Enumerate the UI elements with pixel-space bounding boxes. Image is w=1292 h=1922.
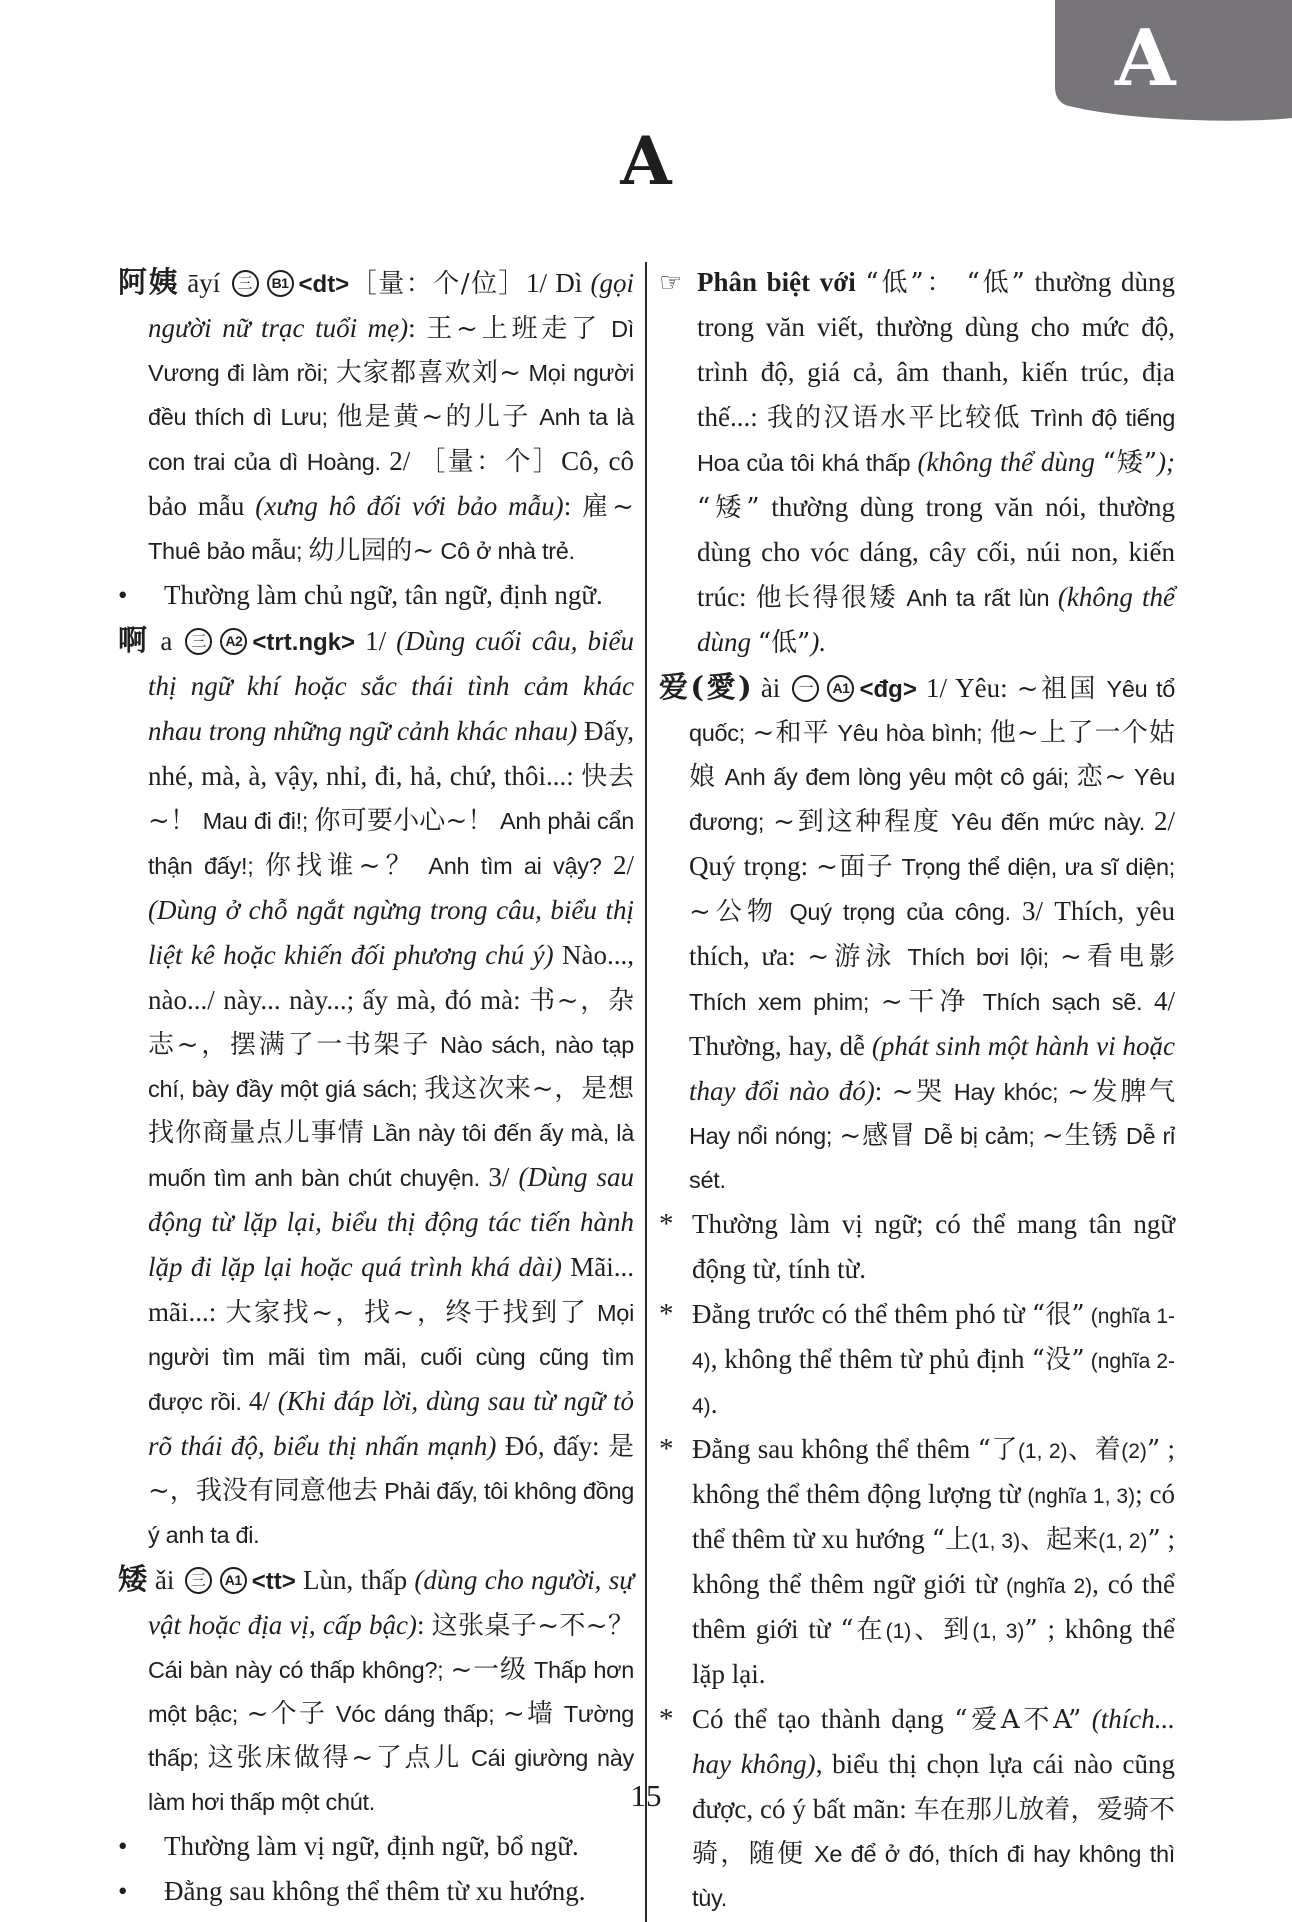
entry-text: Dễ bị cảm; bbox=[916, 1123, 1042, 1149]
entry-text: (dùng cho người, sự vật hoặc địa vị, cấp bậc) bbox=[148, 1565, 634, 1640]
entry-text: 他~上了一个姑娘 bbox=[689, 718, 1175, 792]
entry-text: ” bbox=[1024, 1615, 1038, 1645]
entry-text: Thường làm vị ngữ, định ngữ, bổ ngữ. bbox=[164, 1831, 579, 1861]
entry-text: Anh ta rất lùn bbox=[897, 585, 1058, 611]
entry-text: 3/ bbox=[488, 1162, 519, 1192]
entry-text: Thấp hơn một bậc; bbox=[148, 1657, 634, 1727]
entry-text: Đằng sau không thể thêm bbox=[692, 1434, 978, 1464]
entry-headword: 矮 bbox=[118, 1562, 148, 1596]
entry-text: ~游泳 bbox=[807, 942, 897, 972]
entry-text: ~面子 bbox=[816, 852, 894, 882]
part-of-speech-tag: <trt.ngk> bbox=[252, 629, 356, 656]
entry-text: 这张床做得~了点儿 bbox=[207, 1743, 463, 1773]
entry-text: (Dùng ở chỗ ngắt ngừng trong câu, biểu thị liệt kê hoặc khiến đối phương chú ý) bbox=[148, 895, 634, 970]
entry-text: 2/ Quý trọng: bbox=[689, 806, 1176, 881]
entry-text: Đằng trước có thể thêm phó từ bbox=[692, 1299, 1032, 1329]
grammar-note bbox=[118, 575, 634, 620]
entry-text: 4/ bbox=[248, 1386, 278, 1416]
level-circle-badge: B1 bbox=[267, 270, 294, 297]
pointing-hand-icon: ☞ bbox=[659, 268, 683, 298]
entry-text: Thích xem phim; bbox=[689, 989, 881, 1015]
entry-text: Mọi người tìm mãi tìm mãi, cuối cùng cũng tìm được rồi. bbox=[148, 1300, 634, 1415]
entry-text: Thích sạch sẽ. bbox=[971, 989, 1154, 1015]
page-number: 15 bbox=[630, 1778, 662, 1813]
entry-headword: 爱(愛) bbox=[659, 670, 752, 704]
entry-text: 王~上班走了 bbox=[426, 314, 602, 344]
entry-text: 3/ Thích, yêu thích, ưa: bbox=[689, 896, 1175, 971]
entry-text: ; không thể thêm động lượng từ bbox=[692, 1434, 1175, 1509]
entry-text: Nào sách, nào tạp chí, bày đầy một giá sách; bbox=[148, 1032, 634, 1102]
entry-text: Thường làm vị ngữ; có thể mang tân ngữ động từ, tính từ. bbox=[692, 1209, 1175, 1284]
bullet-marker: • bbox=[118, 1876, 128, 1906]
entry-text: 我的汉语水平比较低 bbox=[766, 403, 1022, 433]
entry-text: ǎi bbox=[147, 1565, 182, 1595]
entry-text: Đằng sau không thể thêm từ xu hướng. bbox=[164, 1876, 586, 1906]
entry-text: Đó, đấy: bbox=[496, 1431, 608, 1461]
entry-text: ~一级 bbox=[450, 1655, 527, 1685]
entry-text: thường dùng trong văn nói, thường dùng cho vóc dáng, cây cối, núi non, kiến trúc: bbox=[697, 492, 1175, 612]
entry-text: “在 bbox=[840, 1615, 886, 1645]
column-divider bbox=[645, 262, 647, 1922]
entry-text: ~公物 bbox=[689, 897, 779, 927]
entry-text: āyí bbox=[179, 268, 229, 298]
entry-text: 幼儿园的~ bbox=[308, 536, 435, 566]
entry-text: Quý trọng của công. bbox=[778, 899, 1023, 925]
entry-text: a bbox=[150, 626, 183, 656]
level-circle-badge: A1 bbox=[220, 1567, 247, 1594]
entry-text: ~哭 bbox=[891, 1077, 945, 1107]
corner-index-tab bbox=[1055, 0, 1292, 126]
entry-text: (không thể dùng bbox=[917, 447, 1103, 477]
entry-text: “了 bbox=[977, 1435, 1018, 1465]
entry-text: Phân biệt với bbox=[697, 267, 866, 297]
entry-text: (1, 3) bbox=[970, 1530, 1021, 1553]
entry-text: Trình độ tiếng Hoa của tôi khá thấp bbox=[697, 405, 1175, 476]
entry-text: Lần này tôi đến ấy mà, là muốn tìm anh bàn chút chuyện. bbox=[148, 1120, 634, 1191]
level-circle-badge: 一 bbox=[792, 675, 819, 702]
entry-text: “低”： “低” bbox=[865, 268, 1025, 298]
entry-text: Trọng thể diện, ưa sĩ diện; bbox=[893, 854, 1175, 880]
entry-text: thường dùng trong văn viết, thường dùng cho mức độ, trình độ, giá cả, âm thanh, kiến trúc, địa thế...: bbox=[697, 267, 1175, 432]
level-circle-badge: 三 bbox=[232, 270, 259, 297]
entry-text: Vóc dáng thấp; bbox=[327, 1701, 503, 1727]
entry-text: Anh ấy đem lòng yêu một cô gái; bbox=[716, 764, 1077, 790]
grammar-note bbox=[118, 1826, 634, 1871]
entry-text: Phải đấy, tôi không đồng ý anh ta đi. bbox=[148, 1478, 634, 1548]
entry-text: Có thể tạo thành dạng bbox=[692, 1704, 955, 1734]
entry-text: (không thể dùng bbox=[697, 582, 1175, 657]
entry-text: Đấy, nhé, mà, à, vậy, nhỉ, đi, hả, chứ, thôi...: bbox=[148, 716, 634, 791]
part-of-speech-tag: <dt> bbox=[298, 271, 350, 298]
entry-text: Anh tìm ai vậy? bbox=[416, 853, 613, 879]
entry-text: ; không thể lặp lại. bbox=[692, 1614, 1175, 1689]
entry-text: 4/ Thường, hay, dễ bbox=[689, 986, 1175, 1061]
entry-text: 大家都喜欢刘~ bbox=[335, 358, 522, 388]
dictionary-entry bbox=[118, 262, 634, 575]
dictionary-entry bbox=[118, 620, 634, 1559]
left-column bbox=[118, 262, 634, 1922]
entry-text: (1) bbox=[885, 1620, 912, 1643]
entry-text: 车在那儿放着，爱骑不骑，随便 bbox=[692, 1795, 1175, 1869]
entry-text: ~墙 bbox=[502, 1699, 556, 1729]
entry-text: (nghĩa 1-4) bbox=[692, 1305, 1176, 1373]
entry-text: Cái bàn này có thấp không?; bbox=[148, 1657, 451, 1683]
entry-text: ~发脾气 bbox=[1067, 1077, 1175, 1107]
entry-text: ài bbox=[751, 673, 790, 703]
entry-text: 雇~ bbox=[582, 492, 634, 522]
entry-text: (nghĩa 2) bbox=[1005, 1575, 1093, 1598]
entry-text: “上 bbox=[931, 1525, 971, 1555]
entry-text: Nào..., nào.../ này... này...; ấy mà, đó mà: bbox=[148, 940, 634, 1015]
entry-text: 书~，杂志~，摆满了一书架子 bbox=[148, 986, 634, 1060]
level-circle-badge: 三 bbox=[185, 628, 212, 655]
entry-text: ~干净 bbox=[880, 987, 972, 1017]
entry-text: “矮” bbox=[697, 493, 760, 523]
right-column bbox=[659, 262, 1175, 1922]
entry-text: ~个子 bbox=[246, 1699, 328, 1729]
columns bbox=[0, 262, 1175, 1922]
entry-text: 1/ bbox=[355, 626, 397, 656]
entry-text: 你可要小心~！ bbox=[314, 806, 494, 836]
entry-text: . bbox=[710, 1389, 718, 1419]
entry-text: ~生锈 bbox=[1041, 1121, 1119, 1151]
cross-reference-note bbox=[659, 262, 1175, 667]
entry-text: ［量：个/位］ bbox=[349, 269, 526, 299]
level-circle-badge: A1 bbox=[827, 675, 854, 702]
entry-text: Thích bơi lội; bbox=[896, 944, 1061, 970]
entry-text: ~到这种程度 bbox=[773, 807, 942, 837]
entry-text: (1, 2) bbox=[1017, 1440, 1068, 1463]
entry-text: Anh ta là con trai của dì Hoàng. bbox=[148, 404, 634, 475]
entry-text: , biểu thị chọn lựa cái nào cũng được, có ý bất mãn: bbox=[692, 1749, 1175, 1824]
entry-text: ); bbox=[1157, 447, 1175, 477]
entry-text: (thích... hay không) bbox=[692, 1704, 1175, 1779]
corner-tab-letter: A bbox=[1115, 13, 1176, 104]
entry-text: Dễ rỉ sét. bbox=[689, 1123, 1175, 1193]
entry-text: , không thể thêm từ phủ định bbox=[710, 1344, 1032, 1374]
entry-text: Dì Vương đi làm rồi; bbox=[148, 316, 634, 386]
entry-headword: 阿姨 bbox=[118, 265, 180, 299]
entry-text: 1/ Dì bbox=[525, 268, 591, 298]
entry-text: ~祖国 bbox=[1016, 674, 1098, 704]
entry-text: (xưng hô đối với bảo mẫu) bbox=[255, 491, 564, 521]
entry-text: 2/ bbox=[389, 446, 420, 476]
entry-text: Hay khóc; bbox=[944, 1079, 1068, 1105]
level-circle-badge: A2 bbox=[220, 628, 247, 655]
entry-text: 2/ bbox=[612, 850, 634, 880]
entry-text: Yêu hòa bình; bbox=[829, 720, 990, 746]
asterisk-marker: * bbox=[659, 1298, 674, 1330]
entry-text: 、到 bbox=[911, 1615, 973, 1645]
entry-text: ” bbox=[1146, 1435, 1161, 1465]
entry-text: Mau đi đi!; bbox=[196, 808, 315, 834]
entry-text: Yêu đương; bbox=[689, 764, 1175, 835]
grammar-note bbox=[659, 1429, 1175, 1699]
entry-text: 1/ Yêu: bbox=[916, 673, 1017, 703]
bullet-marker: • bbox=[118, 580, 128, 610]
entry-text: 快去~！ bbox=[148, 762, 634, 836]
entry-text: ” bbox=[1147, 1525, 1161, 1555]
entry-text: (phát sinh một hành vi hoặc thay đổi nào đó) bbox=[689, 1031, 1175, 1106]
entry-text: Xe để ở đó, thích đi hay không thì tùy. bbox=[692, 1841, 1175, 1911]
grammar-note bbox=[659, 1204, 1175, 1294]
entry-text: 他是黄~的儿子 bbox=[336, 402, 531, 432]
asterisk-marker: * bbox=[659, 1433, 674, 1465]
entry-text: 大家找~，找~，终于找到了 bbox=[225, 1298, 589, 1328]
entry-text: 你找谁~？ bbox=[264, 851, 417, 881]
entry-text: Yêu tổ quốc; bbox=[689, 676, 1175, 746]
dictionary-entry bbox=[659, 667, 1175, 1204]
part-of-speech-tag: <tt> bbox=[251, 1568, 296, 1595]
entry-text: Mọi người đều thích dì Lưu; bbox=[148, 360, 634, 430]
entry-text: ~感冒 bbox=[839, 1121, 917, 1151]
entry-text: (nghĩa 1, 3) bbox=[1027, 1485, 1136, 1508]
grammar-note bbox=[659, 1294, 1175, 1429]
entry-text: (Dùng sau động từ lặp lại, biểu thị động tác tiến hành lặp đi lặp lại hoặc quá trình khá dài) bbox=[148, 1162, 634, 1282]
part-of-speech-tag: <đg> bbox=[859, 676, 917, 703]
entry-text: ~和平 bbox=[752, 718, 830, 748]
entry-text: 我这次来~，是想找你商量点儿事情 bbox=[148, 1074, 634, 1148]
entry-text: (nghĩa 2-4) bbox=[692, 1350, 1176, 1418]
entry-text: Yêu đến mức này. bbox=[941, 809, 1154, 835]
entry-text: 恋~ bbox=[1076, 762, 1127, 792]
asterisk-marker: * bbox=[659, 1208, 674, 1240]
entry-text: Lùn, thấp bbox=[295, 1565, 415, 1595]
entry-text: (1, 3) bbox=[972, 1620, 1025, 1643]
entry-text: ~看电影 bbox=[1060, 942, 1175, 972]
entry-text: Tường thấp; bbox=[148, 1701, 634, 1771]
entry-text: 这张桌子~不~？ bbox=[431, 1611, 634, 1641]
entry-text: , có thể thêm giới từ bbox=[692, 1569, 1175, 1644]
entry-text: : bbox=[408, 313, 427, 343]
entry-text: : bbox=[416, 1610, 432, 1640]
entry-text: Hay nổi nóng; bbox=[689, 1123, 840, 1149]
entry-text: “低” bbox=[757, 628, 811, 658]
entry-text: 、着 bbox=[1067, 1435, 1122, 1465]
entry-text: Cô ở nhà trẻ. bbox=[434, 538, 575, 564]
entry-text: : bbox=[563, 491, 583, 521]
entry-text: ; có thể thêm từ xu hướng bbox=[692, 1479, 1175, 1554]
entry-text: 、起来 bbox=[1020, 1525, 1099, 1555]
entry-text: 他长得很矮 bbox=[755, 583, 898, 613]
entry-text: 是~，我没有同意他去 bbox=[148, 1432, 634, 1506]
entry-text: “很” bbox=[1031, 1300, 1085, 1330]
level-circle-badge: 三 bbox=[185, 1567, 212, 1594]
asterisk-marker: * bbox=[659, 1703, 674, 1735]
entry-text: Thường làm chủ ngữ, tân ngữ, định ngữ. bbox=[164, 580, 603, 610]
entry-text: (1, 2) bbox=[1098, 1530, 1148, 1553]
entry-text: (Dùng cuối câu, biểu thị ngữ khí hoặc sắc thái tình cảm khác nhau trong những ngữ cảnh khác nhau) bbox=[148, 626, 634, 746]
entry-text: ; không thể thêm ngữ giới từ bbox=[692, 1524, 1175, 1599]
entry-text: Thuê bảo mẫu; bbox=[148, 538, 309, 564]
entry-text: Cái giường này làm hơi thấp một chút. bbox=[148, 1745, 634, 1815]
entry-text: Mãi... mãi...: bbox=[148, 1252, 634, 1327]
entry-text: “没” bbox=[1031, 1345, 1085, 1375]
entry-text: (Khi đáp lời, dùng sau từ ngữ tỏ rõ thái độ, biểu thị nhấn mạnh) bbox=[148, 1386, 634, 1461]
entry-text: “矮” bbox=[1102, 448, 1158, 478]
grammar-note bbox=[118, 1871, 634, 1916]
entry-text: Cô, cô bảo mẫu bbox=[148, 446, 634, 521]
entry-text: “爱A不A” bbox=[954, 1705, 1082, 1735]
entry-text: ). bbox=[810, 627, 827, 657]
section-letter: A bbox=[620, 122, 672, 200]
entry-text: : bbox=[874, 1076, 892, 1106]
entry-headword: 啊 bbox=[118, 623, 151, 657]
entry-text: (2) bbox=[1121, 1440, 1147, 1463]
entry-text: Anh phải cẩn thận đấy!; bbox=[148, 808, 634, 879]
entry-text: (gọi người nữ trạc tuổi mẹ) bbox=[148, 268, 634, 343]
entry-text: ［量：个］ bbox=[419, 447, 562, 477]
bullet-marker: • bbox=[118, 1831, 128, 1861]
